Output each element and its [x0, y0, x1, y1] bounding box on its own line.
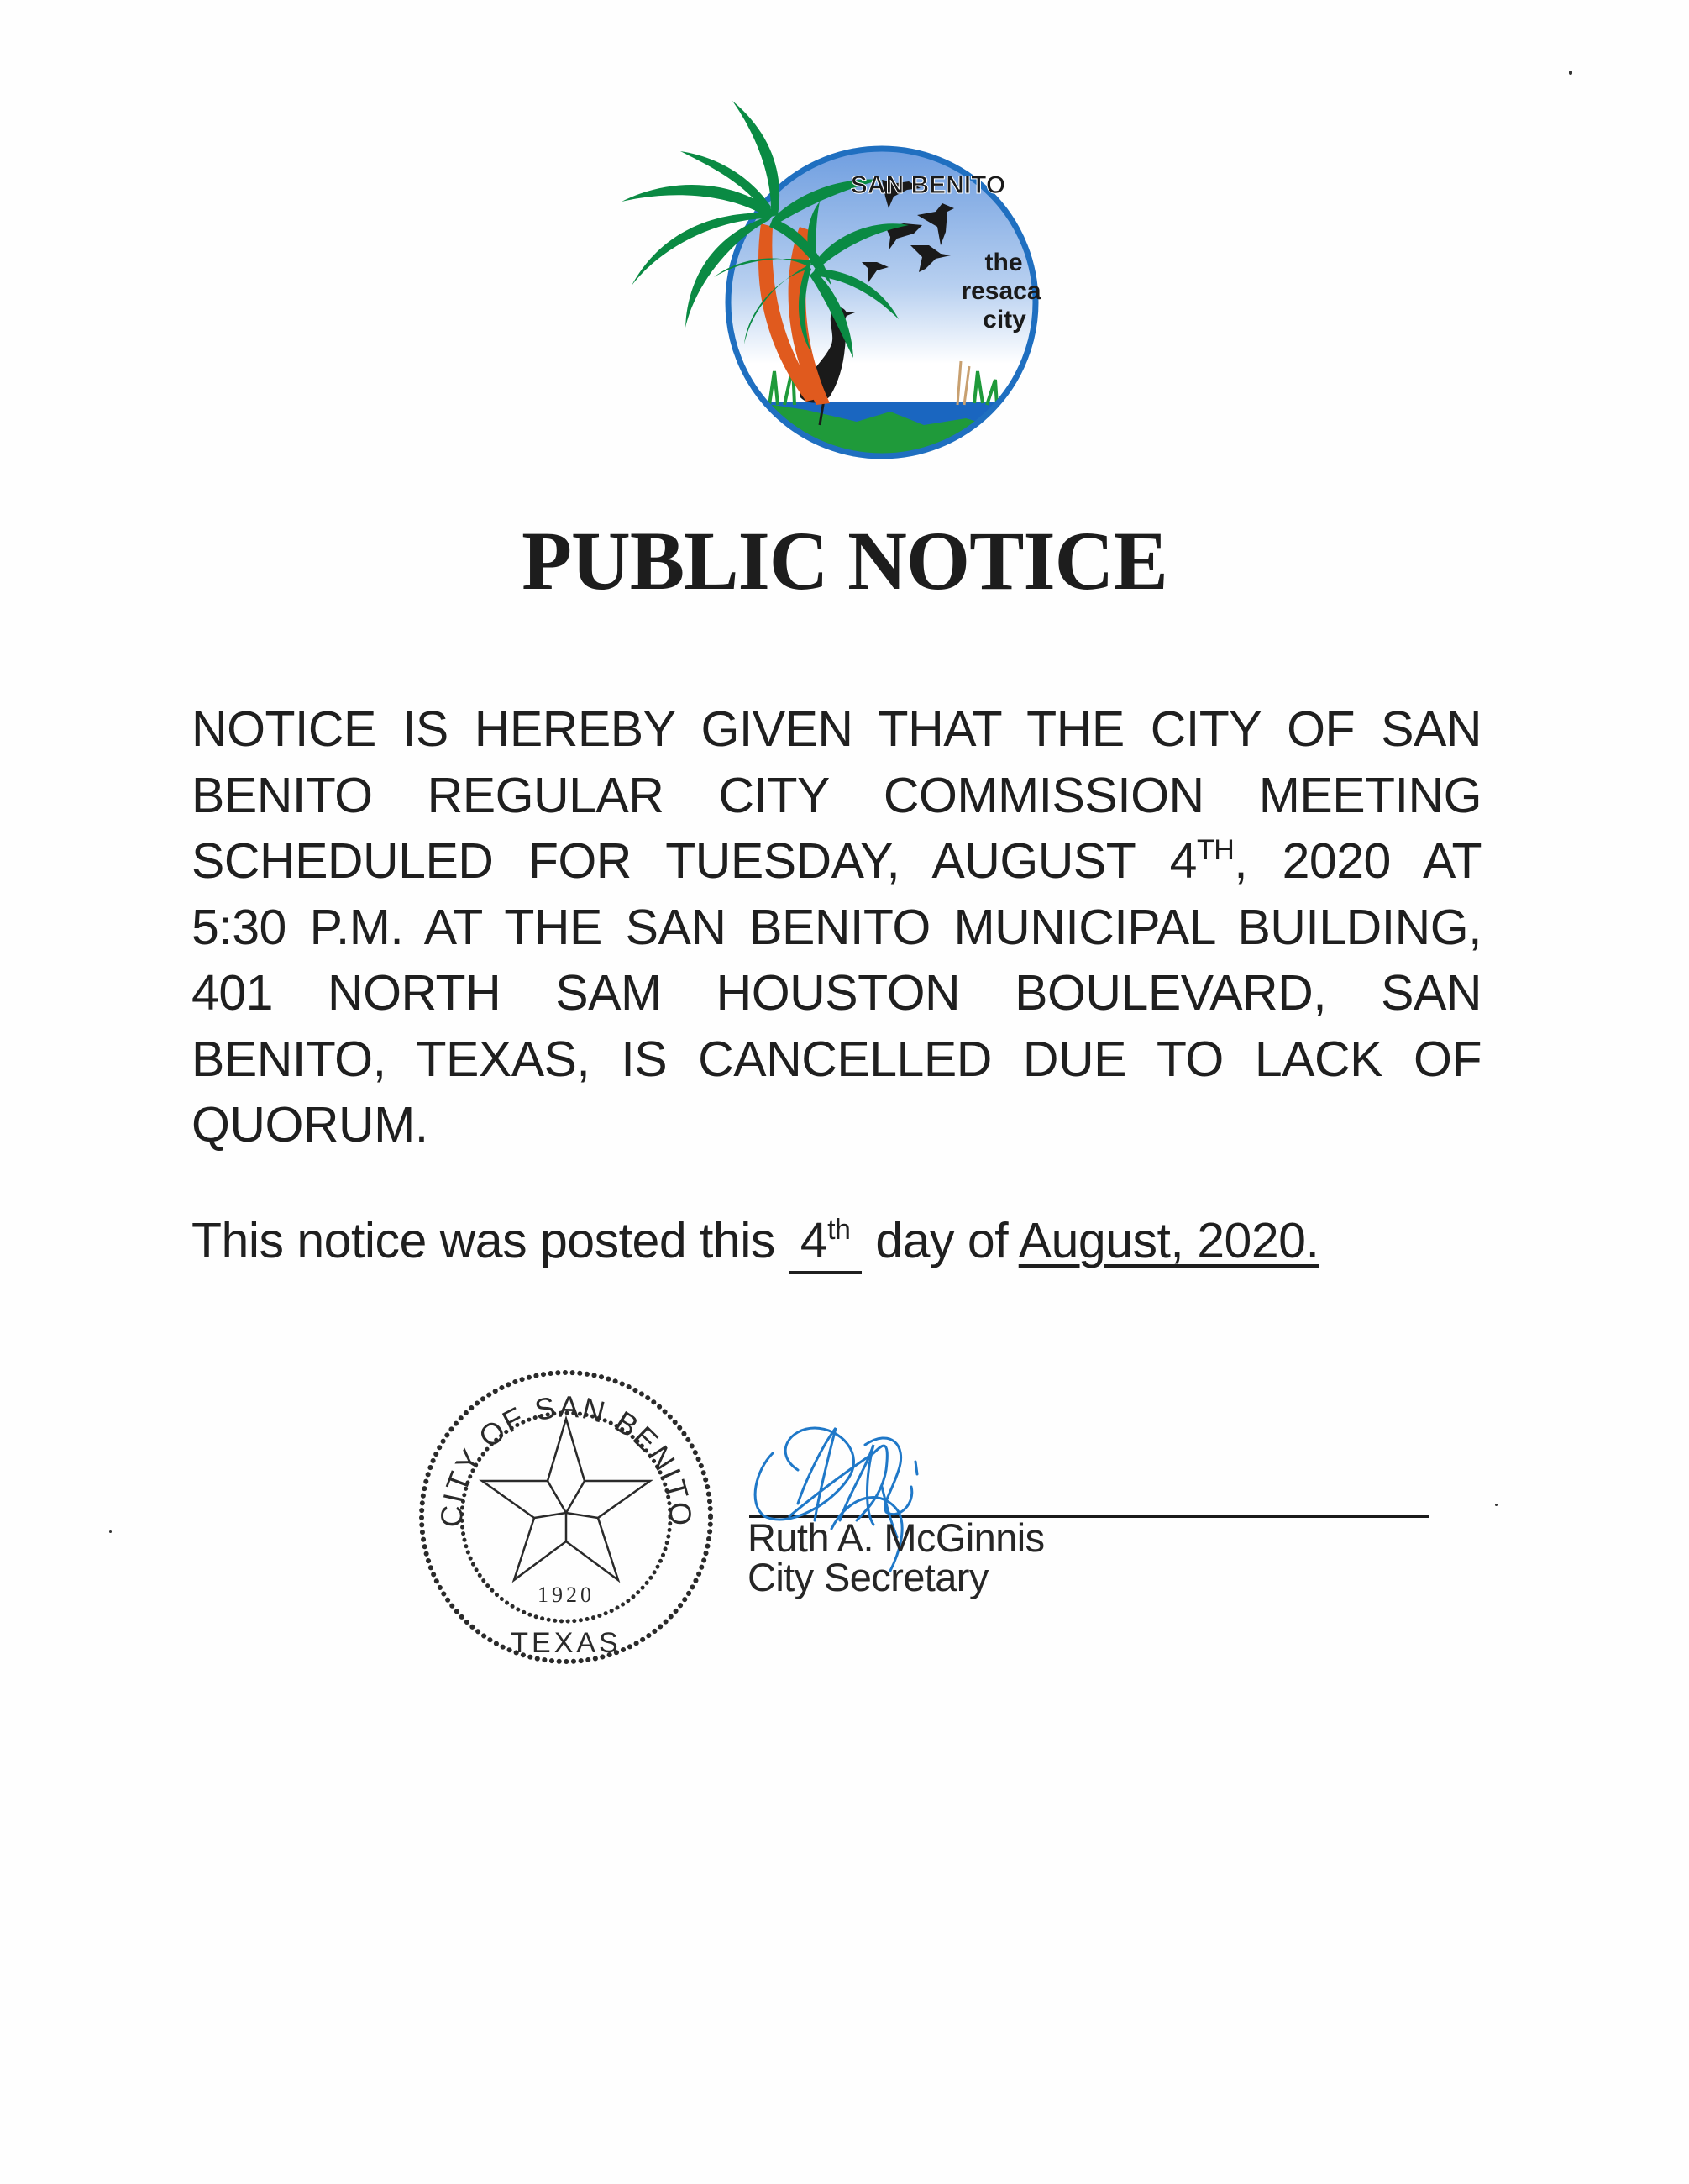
signer-name: Ruth A. McGinnis	[747, 1515, 1045, 1560]
notice-line: NOTICE IS HEREBY GIVEN THAT THE CITY OF SAN	[191, 701, 1482, 757]
ordinal-suffix: TH	[1196, 834, 1235, 866]
logo-tagline-3: city	[983, 306, 1026, 333]
notice-line-text: , 2020 AT	[1234, 833, 1482, 889]
logo-title: SAN BENITO	[850, 171, 1006, 199]
san-benito-logo	[605, 92, 1058, 470]
city-seal	[410, 1365, 722, 1669]
svg-text:CITY OF SAN BENITO	[433, 1389, 698, 1529]
posted-day-suffix: th	[827, 1214, 851, 1246]
signer-title: City Secretary	[747, 1555, 989, 1599]
scan-speck	[1569, 71, 1572, 75]
notice-line: 5:30 P.M. AT THE SAN BENITO MUNICIPAL BUILDING,	[191, 899, 1482, 955]
notice-line: 401 NORTH SAM HOUSTON BOULEVARD, SAN	[191, 965, 1482, 1021]
seal-bottom-text: TEXAS	[511, 1627, 622, 1659]
posted-prefix: This notice was posted this	[191, 1213, 775, 1268]
notice-line-text: SCHEDULED FOR TUESDAY, AUGUST 4	[191, 833, 1197, 889]
notice-body	[191, 696, 1482, 1158]
page-title: PUBLIC NOTICE	[522, 514, 1167, 607]
posted-month-year: August, 2020.	[1018, 1213, 1319, 1268]
logo-tagline-2: resaca	[961, 277, 1041, 305]
posted-day-field	[789, 1213, 863, 1274]
posted-day: 4	[800, 1213, 828, 1268]
seal-top-text: CITY OF SAN BENITO	[433, 1389, 699, 1529]
notice-line: QUORUM.	[191, 1097, 428, 1152]
posted-statement	[191, 1211, 1319, 1274]
logo-tagline-1: the	[984, 249, 1023, 276]
notice-line: BENITO REGULAR CITY COMMISSION MEETING	[191, 767, 1482, 823]
posted-middle: day of	[875, 1213, 1009, 1268]
notice-line	[191, 828, 1482, 895]
scan-speck	[109, 1530, 112, 1533]
scan-speck	[1495, 1504, 1498, 1506]
notice-line: BENITO, TEXAS, IS CANCELLED DUE TO LACK OF	[191, 1031, 1482, 1087]
seal-year: 1920	[538, 1583, 595, 1607]
